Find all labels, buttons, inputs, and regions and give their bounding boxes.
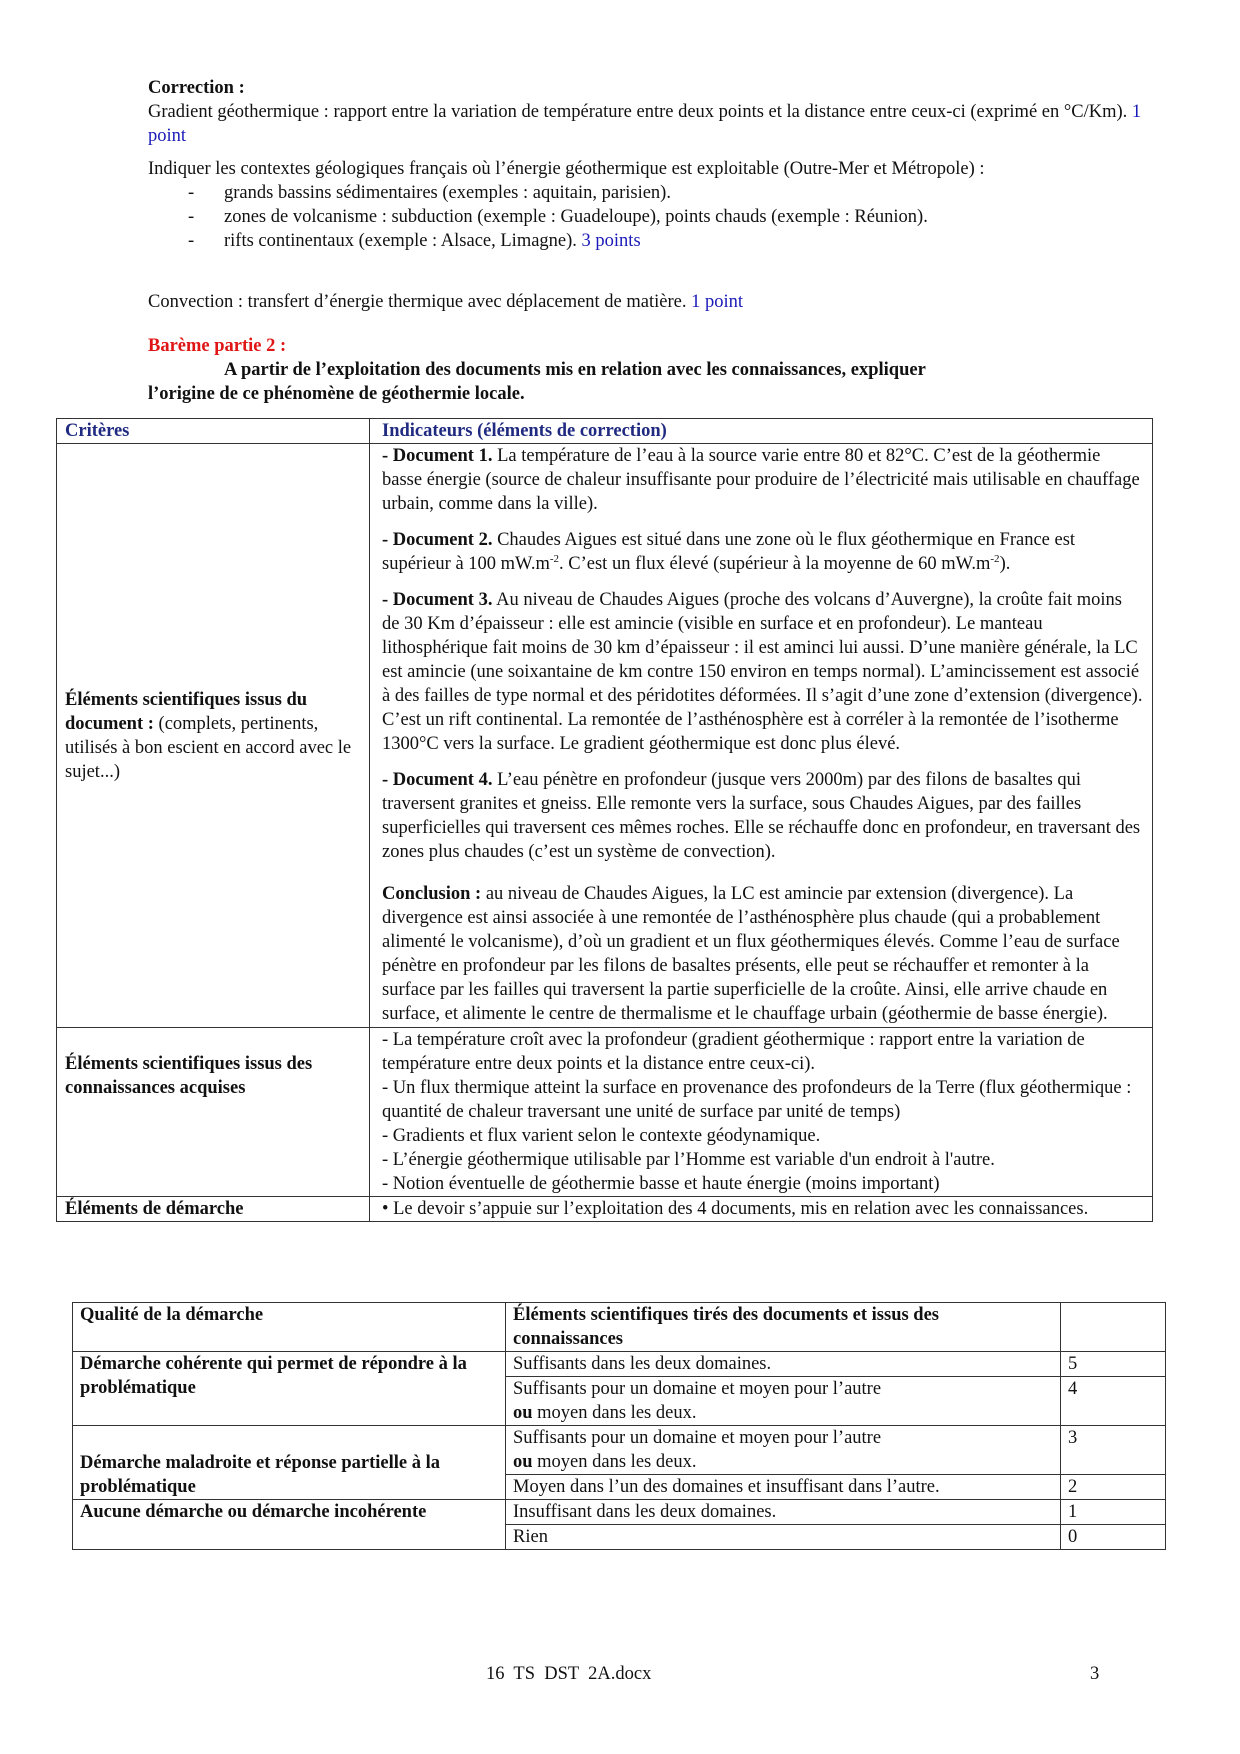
contexts-section — [148, 157, 1148, 253]
knowledge-item: - La température croît avec la profondeur (gradient géothermique : rapport entre la variation de température entre deux points et la distance entre ceux-ci). — [382, 1030, 1085, 1074]
indicators-approach-text: • Le devoir s’appuie sur l’exploitation des 4 documents, mis en relation avec les connaissances. — [370, 1197, 1153, 1222]
header-elements: Éléments scientifiques tirés des documents et issus des connaissances — [506, 1303, 1061, 1352]
knowledge-item: - L’énergie géothermique utilisable par l’Homme est variable d'un endroit à l'autre. — [382, 1150, 995, 1170]
doc3-title: - Document 3. — [382, 590, 493, 610]
table-row — [57, 444, 1153, 1028]
elements-text: Suffisants pour un domaine et moyen pour l’autre — [513, 1428, 882, 1448]
correction-section — [148, 76, 1148, 148]
doc2-text: . C’est un flux élevé (supérieur à la moyenne de 60 mW.m — [559, 554, 991, 574]
doc4-text: L’eau pénètre en profondeur (jusque vers 2000m) par des filons de basaltes qui traversent granites et gneiss. Elle remonte vers la surface, sous Chaudes Aigues, par des failles superficielles qui traversent ces mêmes roches. Elle se réchauffe donc en profondeur, en traversant des zones plus chaudes (c’est un système de convection). — [382, 770, 1141, 862]
list-item: - zones de volcanisme : subduction (exemple : Guadeloupe), points chauds (exemple : Réunion). — [148, 205, 1148, 229]
quality-none: Aucune démarche ou démarche incohérente — [73, 1500, 506, 1550]
gradient-definition — [148, 100, 1148, 148]
table-row — [57, 1028, 1153, 1197]
convection-definition — [148, 290, 1148, 314]
table-row — [73, 1500, 1166, 1525]
knowledge-item: - Un flux thermique atteint la surface en provenance des profondeurs de la Terre (flux géothermique : quantité de chaleur traversant une unité de surface par unité de temps) — [382, 1078, 1132, 1122]
score-cell: 2 — [1061, 1475, 1166, 1500]
exponent: -2 — [990, 552, 1000, 565]
elements-cell: Insuffisant dans les deux domaines. — [506, 1500, 1061, 1525]
doc3-text: Au niveau de Chaudes Aigues (proche des volcans d’Auvergne), la croûte fait moins de 30 Km d’épaisseur : elle est amincie (visible en surface et en profondeur). Le manteau lithosphérique fait moins de 30 km d’épaisseur : il est aminci lui aussi. D’une manière générale, la LC est amincie (une soixantaine de km contre 150 environ en temps normal). L’amincissement est associé à des failles de type normal et des péridotites déformées. Il s’agit d’une zone d’extension (divergence). C’est un rift continental. La remontée de l’asthénosphère est à corréler à la remontée de l’isotherme 1300°C vers la surface. Le gradient géothermique est donc plus élevé. — [382, 590, 1143, 754]
points-label: 1 point — [148, 102, 1142, 146]
elements-text — [513, 1450, 1053, 1474]
doc3-paragraph — [382, 588, 1144, 756]
table-row — [73, 1352, 1166, 1377]
indicators-documents-cell — [370, 444, 1153, 1028]
criteria-knowledge-label: Éléments scientifiques issus des connaissances acquises — [65, 1054, 313, 1098]
doc1-text: La température de l’eau à la source varie entre 80 et 82°C. C’est de la géothermie basse énergie (source de chaleur insuffisante pour produire de l’électricité mais utilisable en chauffage urbain, comme dans la ville). — [382, 446, 1140, 514]
doc4-paragraph — [382, 768, 1144, 864]
bareme-question-line2: l’origine de ce phénomène de géothermie locale. — [148, 384, 525, 404]
footer-page-number: 3 — [1090, 1664, 1100, 1684]
list-item: - grands bassins sédimentaires (exemples : aquitain, parisien). — [148, 181, 1148, 205]
knowledge-item: - Notion éventuelle de géothermie basse et haute énergie (moins important) — [382, 1174, 940, 1194]
conclusion-paragraph — [382, 882, 1144, 1026]
header-quality: Qualité de la démarche — [73, 1303, 506, 1352]
correction-title: Correction : — [148, 78, 245, 98]
contexts-list — [148, 181, 1148, 253]
footer-filename: 16 TS DST 2A.docx — [486, 1664, 652, 1684]
criteria-label-bold: Éléments scientifiques issus du document : — [65, 689, 308, 734]
elements-text-rest: moyen dans les deux. — [537, 1403, 697, 1423]
table-header-row — [57, 419, 1153, 444]
grading-table — [72, 1302, 1166, 1550]
elements-text: Suffisants pour un domaine et moyen pour l’autre — [513, 1379, 882, 1399]
criteria-documents-cell — [57, 444, 370, 1028]
or-keyword: ou — [513, 1452, 533, 1472]
list-item-text: rifts continentaux (exemple : Alsace, Limagne). — [224, 231, 577, 251]
score-cell: 5 — [1061, 1352, 1166, 1377]
exponent: -2 — [549, 552, 560, 565]
doc4-title: - Document 4. — [382, 770, 493, 790]
or-keyword: ou — [513, 1403, 533, 1423]
score-cell: 0 — [1061, 1525, 1166, 1550]
contexts-intro: Indiquer les contextes géologiques français où l’énergie géothermique est exploitable (Outre-Mer et Métropole) : — [148, 159, 985, 179]
header-score — [1061, 1303, 1166, 1352]
indicators-knowledge-cell — [370, 1028, 1153, 1197]
elements-cell — [506, 1377, 1061, 1426]
criteria-table — [56, 418, 1153, 1222]
elements-cell: Rien — [506, 1525, 1061, 1550]
doc2-paragraph — [382, 528, 1144, 576]
points-label: 1 point — [691, 292, 744, 312]
elements-cell — [506, 1426, 1061, 1475]
table-header-row — [73, 1303, 1166, 1352]
elements-text — [513, 1401, 1053, 1425]
elements-cell: Suffisants dans les deux domaines. — [506, 1352, 1061, 1377]
doc2-title: - Document 2. — [382, 530, 493, 550]
criteria-approach-label: Éléments de démarche — [57, 1197, 370, 1222]
doc1-paragraph — [382, 444, 1144, 516]
doc1-title: - Document 1. — [382, 446, 493, 466]
knowledge-item: - Gradients et flux varient selon le contexte géodynamique. — [382, 1126, 821, 1146]
conclusion-text: au niveau de Chaudes Aigues, la LC est amincie par extension (divergence). La divergence est ainsi associée à une remontée de l’asthénosphère plus chaude (qui a probablement alimenté le volcanisme), d’où un gradient et un flux géothermiques élevés. Comme l’eau de surface pénètre en profondeur par les filons de basaltes présents, elle peut se réchauffer et remonter à la surface par les failles qui traversent la partie superficielle de la croûte. Ainsi, elle arrive chaude en surface, et alimente le centre de thermalisme et le chauffage urbain (géothermie de basse énergie). — [382, 884, 1120, 1024]
header-criteria: Critères — [57, 419, 370, 444]
criteria-label-rest: (complets, pertinents, utilisés à bon escient en accord avec le sujet...) — [65, 713, 352, 782]
list-item — [148, 229, 1148, 253]
bareme-question-line1: A partir de l’exploitation des documents mis en relation avec les connaissances, expliquer — [224, 360, 926, 380]
header-indicators: Indicateurs (éléments de correction) — [370, 419, 1153, 444]
gradient-text: Gradient géothermique : rapport entre la variation de température entre deux points et la distance entre ceux-ci (exprimé en °C/Km). — [148, 102, 1128, 122]
doc2-text: ). — [999, 554, 1011, 574]
table-row — [57, 1197, 1153, 1222]
elements-text-rest: moyen dans les deux. — [537, 1452, 697, 1472]
elements-cell: Moyen dans l’un des domaines et insuffisant dans l’autre. — [506, 1475, 1061, 1500]
bareme-title: Barème partie 2 : — [148, 336, 287, 356]
conclusion-title: Conclusion : — [382, 884, 482, 904]
score-cell: 3 — [1061, 1426, 1166, 1475]
score-cell: 1 — [1061, 1500, 1166, 1525]
doc2-text: Chaudes Aigues est situé dans une zone où le flux géothermique en France est supérieur à 100 mW.m — [382, 530, 1076, 574]
bareme-section — [148, 334, 1148, 406]
quality-partial: Démarche maladroite et réponse partielle à la problématique — [73, 1426, 506, 1500]
criteria-knowledge-cell — [57, 1028, 370, 1197]
quality-coherent: Démarche cohérente qui permet de répondre à la problématique — [73, 1352, 506, 1426]
score-cell: 4 — [1061, 1377, 1166, 1426]
table-row — [73, 1426, 1166, 1475]
convection-text: Convection : transfert d’énergie thermique avec déplacement de matière. — [148, 292, 687, 312]
points-label: 3 points — [581, 231, 641, 251]
